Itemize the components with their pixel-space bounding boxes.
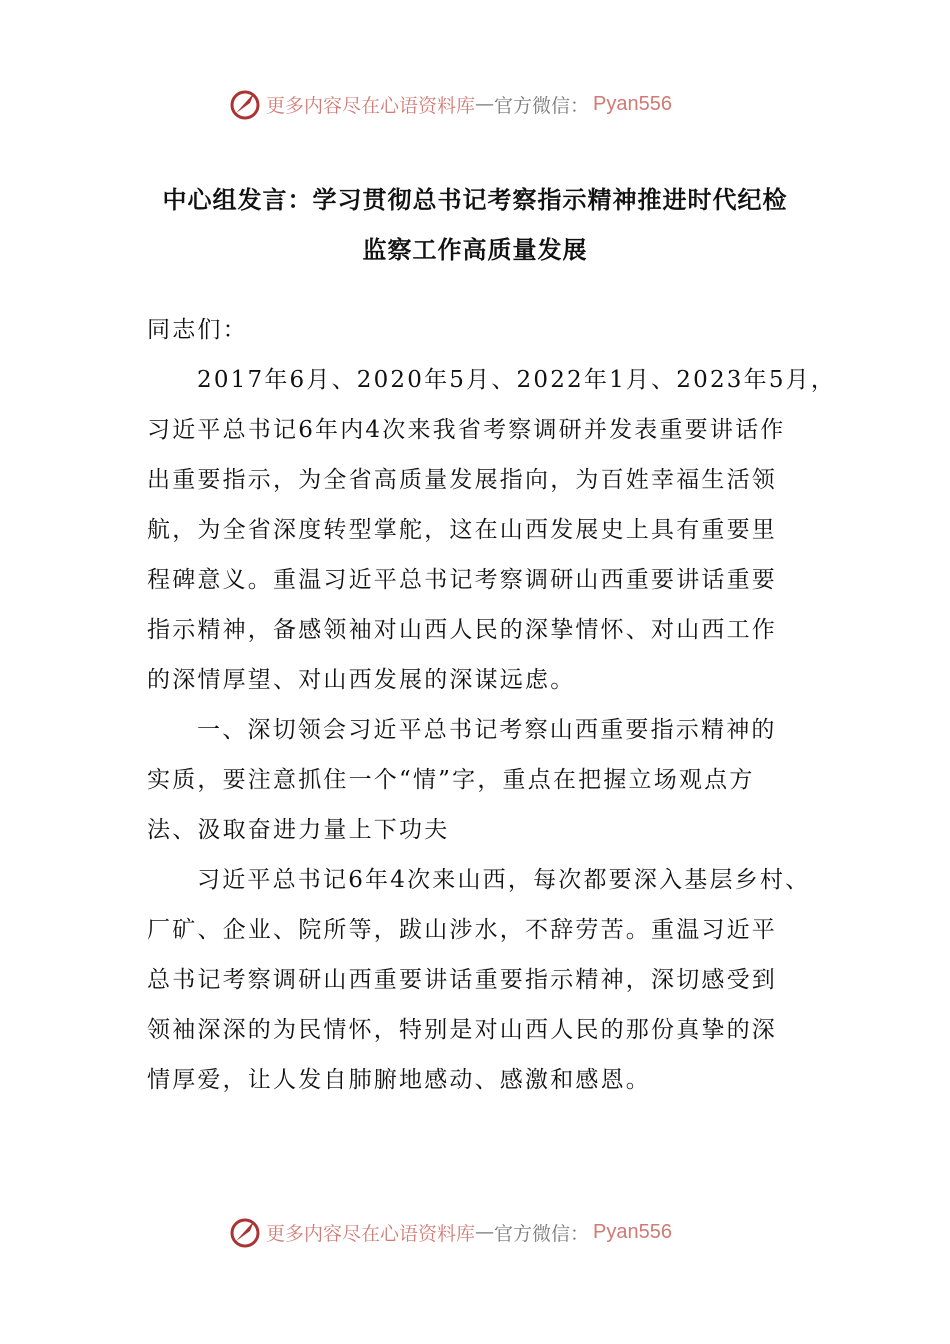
paragraph-line: 习近平总书记6年4次来山西，每次都要深入基层乡村、 <box>197 867 811 893</box>
banner-site-text: 更多内容尽在心语资料库 <box>266 94 476 117</box>
section-heading-line: 一、深切领会习近平总书记考察山西重要指示精神的 <box>197 717 777 743</box>
banner-wechat-id: Pyan556 <box>593 92 672 115</box>
banner-wechat-label: 官方微信： <box>494 1222 590 1245</box>
quill-pen-logo-icon <box>228 1215 262 1249</box>
document-title-line-1: 中心组发言：学习贯彻总书记考察指示精神推进时代纪检 <box>162 186 788 214</box>
salutation: 同志们： <box>147 317 248 343</box>
paragraph-line: 情厚爱，让人发自肺腑地感动、感激和感恩。 <box>147 1067 651 1093</box>
paragraph-line: 的深情厚望、对山西发展的深谋远虑。 <box>147 667 576 693</box>
section-heading-line: 法、汲取奋进力量上下功夫 <box>147 817 450 843</box>
paragraph-line: 指示精神，备感领袖对山西人民的深挚情怀、对山西工作 <box>147 617 777 643</box>
paragraph-line: 程碑意义。重温习近平总书记考察调研山西重要讲话重要 <box>147 567 777 593</box>
paragraph-line: 厂矿、企业、院所等，跋山涉水，不辞劳苦。重温习近平 <box>147 917 777 943</box>
paragraph-line: 总书记考察调研山西重要讲话重要指示精神，深切感受到 <box>147 967 777 993</box>
paragraph-line: 2017年6月、2020年5月、2022年1月、2023年5月， <box>197 367 837 393</box>
document-title-line-2: 监察工作高质量发展 <box>362 236 588 264</box>
banner-site-text: 更多内容尽在心语资料库 <box>266 1222 476 1245</box>
document-body <box>147 305 847 1105</box>
footer-watermark-banner <box>228 1212 728 1252</box>
banner-wechat-id: Pyan556 <box>593 1220 672 1243</box>
paragraph-line: 航，为全省深度转型掌舵，这在山西发展史上具有重要里 <box>147 517 777 543</box>
header-watermark-banner <box>228 84 728 124</box>
paragraph-line: 出重要指示，为全省高质量发展指向，为百姓幸福生活领 <box>147 467 777 493</box>
banner-wechat-label: 官方微信： <box>494 94 590 117</box>
banner-dash: — <box>475 93 495 115</box>
quill-pen-logo-icon <box>228 87 262 121</box>
paragraph-line: 领袖深深的为民情怀，特别是对山西人民的那份真挚的深 <box>147 1017 777 1043</box>
section-heading-line: 实质，要注意抓住一个“情”字，重点在把握立场观点方 <box>147 767 755 793</box>
banner-dash: — <box>475 1221 495 1243</box>
paragraph-line: 习近平总书记6年内4次来我省考察调研并发表重要讲话作 <box>147 417 786 443</box>
